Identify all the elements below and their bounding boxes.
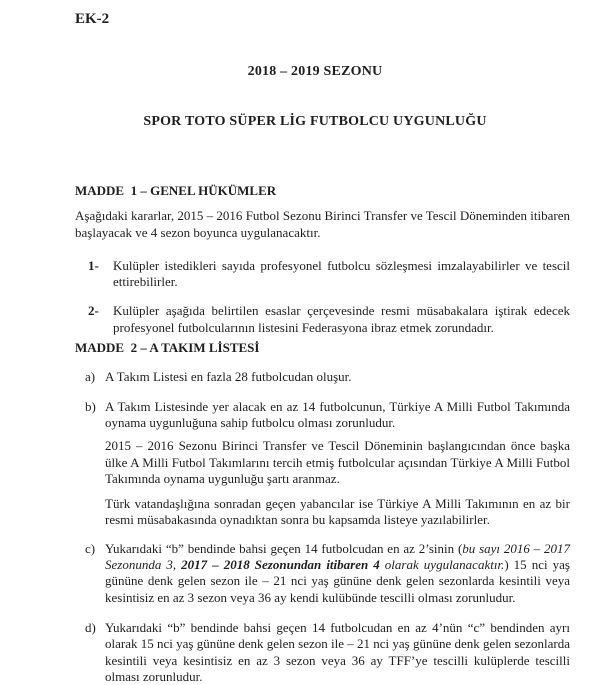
item-b-subparagraph-2: Türk vatandaşlığına sonradan geçen yabancılar ise Türkiye A Milli Takımının en az bir resmi müsabakasında oynadıktan sonra bu kapsamda listeye yazılabilirler. xyxy=(105,496,570,528)
lettered-item-b-marker: b) xyxy=(85,398,96,414)
numbered-item-1-text: Kulüpler istedikleri sayıda profesyonel futbolcu sözleşmesi imzalayabilirler ve tescil ettirebilirler. xyxy=(113,257,570,290)
item-b-subparagraph-1: 2015 – 2016 Sezonu Birinci Transfer ve Tescil Döneminin başlangıcından önce başka ülke A Milli Futbol Takımlarını tercih etmiş futbolcular açısından Türkiye A Milli Futbol Takımında oynama uygunluğu şartı aranmaz. xyxy=(105,438,570,486)
lettered-item-c-marker: c) xyxy=(85,540,96,556)
item-c-part-italic-1: bu sayı 2016 – 2017 Sezonunda 3, xyxy=(105,540,570,573)
section1-intro-paragraph: Aşağıdaki kararlar, 2015 – 2016 Futbol Sezonu Birinci Transfer ve Tescil Döneminden itibaren başlayacak ve 4 sezon boyunca uygulanacaktır. xyxy=(75,208,570,240)
lettered-item-c-text xyxy=(105,541,570,606)
document-page xyxy=(0,10,606,685)
doc-title-line2: SPOR TOTO SÜPER LİG FUTBOLCU UYGUNLUĞU xyxy=(143,113,487,129)
item-c-part-bold-italic: 2017 – 2018 Sezonundan itibaren 4 xyxy=(181,557,380,573)
numbered-item-1-marker: 1- xyxy=(88,257,99,273)
item-c-part-normal-2: ) 15 nci yaş gününe denk gelen sezon ile – 21 nci yaş gününe denk gelen sezonlarda kesintili veya kesintisiz en az 3 sezon veya 36 ay kendi kulübünde tescilli olması zorunludur. xyxy=(105,557,570,605)
lettered-item-a-marker: a) xyxy=(85,369,96,385)
section1-heading: MADDE 1 – GENEL HÜKÜMLER xyxy=(75,183,277,198)
lettered-item-d-text: Yukarıdaki “b” bendinde bahsi geçen 14 futbolcudan en az 4’nün “c” bendinden ayrı olarak 15 nci yaş gününe denk gelen sezon ile – 21 nci yaş gününe denk gelen sezonlarda kesintili veya kesintisiz en az 3 sezon veya 36 ay TFF’ye tescilli kulüplerde tescilli olması zorunludur. xyxy=(105,619,570,684)
lettered-item-d xyxy=(85,620,570,685)
doc-title-line1: 2018 – 2019 SEZONU xyxy=(247,64,383,79)
section2-heading: MADDE 2 – A TAKIM LİSTESİ xyxy=(75,340,260,356)
lettered-item-b xyxy=(85,399,570,432)
doc-title xyxy=(75,31,555,163)
lettered-item-a xyxy=(85,369,570,385)
item-c-part-normal-1: Yukarıdaki “b” bendinde bahsi geçen 14 futbolcudan en az 2’sinin ( xyxy=(105,540,463,556)
lettered-item-c xyxy=(85,541,570,606)
item-c-part-italic-2: olarak uygulanacaktır. xyxy=(379,557,505,573)
numbered-item-2-marker: 2- xyxy=(88,303,99,319)
lettered-item-d-marker: d) xyxy=(85,619,96,635)
lettered-item-a-text: A Takım Listesi en fazla 28 futbolcudan oluşur. xyxy=(105,369,352,385)
numbered-item-1 xyxy=(88,258,570,291)
numbered-item-2-text: Kulüpler aşağıda belirtilen esaslar çerçevesinde resmi müsabakalara iştirak edecek profesyonel futbolcularının listesini Federasyona ibraz etmek zorundadır. xyxy=(113,303,570,335)
doc-tag: EK-2 xyxy=(75,11,110,27)
lettered-item-b-text: A Takım Listesinde yer alacak en az 14 futbolcunun, Türkiye A Milli Futbol Takımında oynama uygunluğuna sahip futbolcu olması zorunludur. xyxy=(105,398,570,430)
numbered-item-2 xyxy=(88,303,570,336)
